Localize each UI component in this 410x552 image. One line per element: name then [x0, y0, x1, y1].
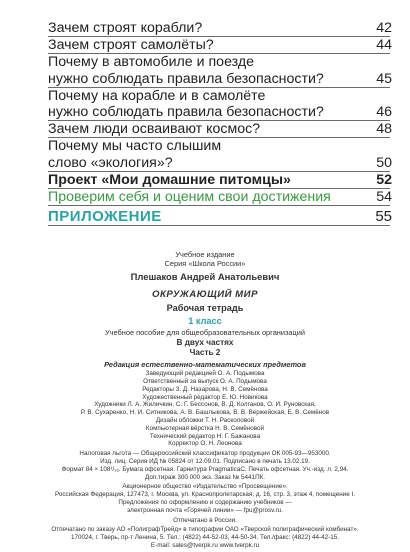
toc-entry-page: 46 [376, 104, 392, 121]
credit-line: Технический редактор Н. Г. Бажанова [149, 432, 261, 440]
credit-line: Дизайн обложки Т. Н. Расколовой [155, 417, 255, 424]
toc-entry-title: Почему в автомобиле и поезде [48, 54, 255, 71]
toc-entry-title: нужно соблюдать правила безопасности? [48, 104, 324, 121]
credit-line: Ответственный за выпуск О. А. Подымова [143, 378, 267, 386]
toc-entry-title: ПРИЛОЖЕНИЕ [48, 208, 162, 226]
toc-entry[interactable] [48, 37, 390, 53]
credit-line: Р. В. Сухаренко, Н. И. Ситникова, А. В. Башлыкова, В. В. Вержейская, Е. В. Семёнов [80, 409, 330, 417]
printer-line: Отпечатано по заказу АО «ПолиграфТрейд» в типографии ОАО «Тверской полиграфический комбинат». [51, 526, 359, 534]
imprint [20, 250, 390, 550]
toc-entry[interactable] [48, 54, 390, 70]
toc-entry[interactable] [48, 88, 390, 104]
tech-info [20, 450, 390, 481]
publisher-line: Акционерное общество «Издательство «Просвещение». [122, 483, 288, 491]
series: Серия «Школа России» [164, 259, 246, 269]
toc-entry-title: Проверим себя и оценим свои достижения [48, 189, 331, 206]
part: Часть 2 [189, 347, 221, 357]
toc-entry-title: Почему мы часто слышим [48, 138, 222, 155]
printer-info [20, 526, 390, 549]
toc-entry[interactable] [48, 121, 390, 137]
toc-entry-title: нужно соблюдать правила безопасности? [48, 70, 324, 87]
toc-entry-title: Зачем строят самолёты? [48, 37, 214, 54]
toc-entry-page: 52 [376, 171, 392, 188]
editorial: Редакция естественно-математических предметов [104, 360, 306, 370]
credit-line: Художественный редактор Е. Ю. Новикова [142, 393, 268, 401]
workbook-label: Рабочая тетрадь [166, 303, 244, 314]
toc-entry[interactable] [48, 20, 390, 36]
book-title: ОКРУЖАЮЩИЙ МИР [152, 289, 258, 301]
toc-entry[interactable] [48, 71, 390, 87]
toc-entry-page: 45 [376, 70, 392, 87]
toc-entry-title: Зачем люди осваивают космос? [48, 121, 261, 138]
toc-entry-title: Проект «Мои домашние питомцы» [48, 171, 291, 188]
toc-entry[interactable] [48, 138, 390, 154]
toc-entry[interactable] [48, 155, 390, 171]
toc-entry-page: 44 [376, 37, 392, 54]
tech-line: Изд. лиц. Серия ИД № 05824 от 12.09.01. Подписано в печать 13.02.19. [100, 457, 310, 465]
tech-line: Формат 84 × 108¹/₁₆. Бумага офсетная. Гарнитура PragmaticaC. Печать офсетная. Уч.-изд. л. 2,94. [61, 465, 349, 473]
printer-line: 170024, г. Тверь, пр-т Ленина, 5. Тел.: (4822) 44-52-03, 44-50-34. Тел./факс: (4822) 44-42-15. [70, 534, 339, 542]
printer-line: E-mail: sales@tverpk.ru www.tverpk.ru [150, 541, 260, 549]
toc-entry[interactable] [48, 104, 390, 120]
toc-entry-title: Зачем строят корабли? [48, 20, 203, 36]
publisher-info [20, 483, 390, 514]
toc-entry-page: 42 [376, 20, 392, 36]
credit-line: Корректор О. Н. Леонова [168, 440, 242, 448]
toc-entry-title: слово «экология»? [48, 154, 173, 171]
credit-line: Художники Л. А. Жиличкин, С. Г. Бессонов, В. Д. Колганов, О. И. Руновская, [94, 401, 316, 409]
publisher-line: Российская Федерация, 127473, г. Москва, ул. Краснопролетарская, д. 16, стр. 3, этаж 4, помещение I. [54, 491, 356, 499]
toc-entry-appendix[interactable] [48, 209, 390, 225]
toc-separator [48, 225, 390, 226]
publisher-line: электронная почта «Горячей линии» — fpu@prosv.ru. [127, 506, 283, 514]
tech-line: Доп.тираж 300 000 экз. Заказ № 5441ПК. [144, 473, 266, 481]
toc-separator [48, 205, 390, 206]
toc-entry-page: 54 [376, 189, 392, 206]
credit-line: Компьютерная вёрстка Н. В. Семёновой [145, 424, 265, 432]
tech-line: Налоговая льгота — Общероссийский классификатор продукции ОК 005-93—953000. [79, 450, 331, 458]
edition-type: Учебное издание [175, 250, 235, 259]
printed-in-russia: Отпечатано в России. [173, 516, 237, 524]
toc-entry-page: 55 [375, 208, 392, 226]
credit-line: Редакторы З. Д. Назарова, Н. В. Семёнова [142, 385, 268, 393]
toc-entry-title: Почему на корабле и в самолёте [48, 87, 266, 104]
table-of-contents [48, 20, 390, 226]
publisher-line: Предложения по оформлению и содержанию учебников — [118, 498, 292, 506]
parts: В двух частях [176, 337, 234, 347]
toc-entry-page: 50 [376, 154, 392, 171]
toc-entry-self-check[interactable] [48, 189, 390, 205]
credits [20, 370, 390, 448]
purpose: Учебное пособие для общеобразовательных организаций [104, 328, 306, 338]
author: Плешаков Андрей Анатольевич [130, 271, 280, 283]
toc-entry-project[interactable] [48, 172, 390, 188]
credit-line: Заведующий редакцией О. А. Подымова [145, 370, 265, 378]
toc-entry-page: 48 [376, 121, 392, 138]
grade: 1 класс [188, 316, 222, 327]
